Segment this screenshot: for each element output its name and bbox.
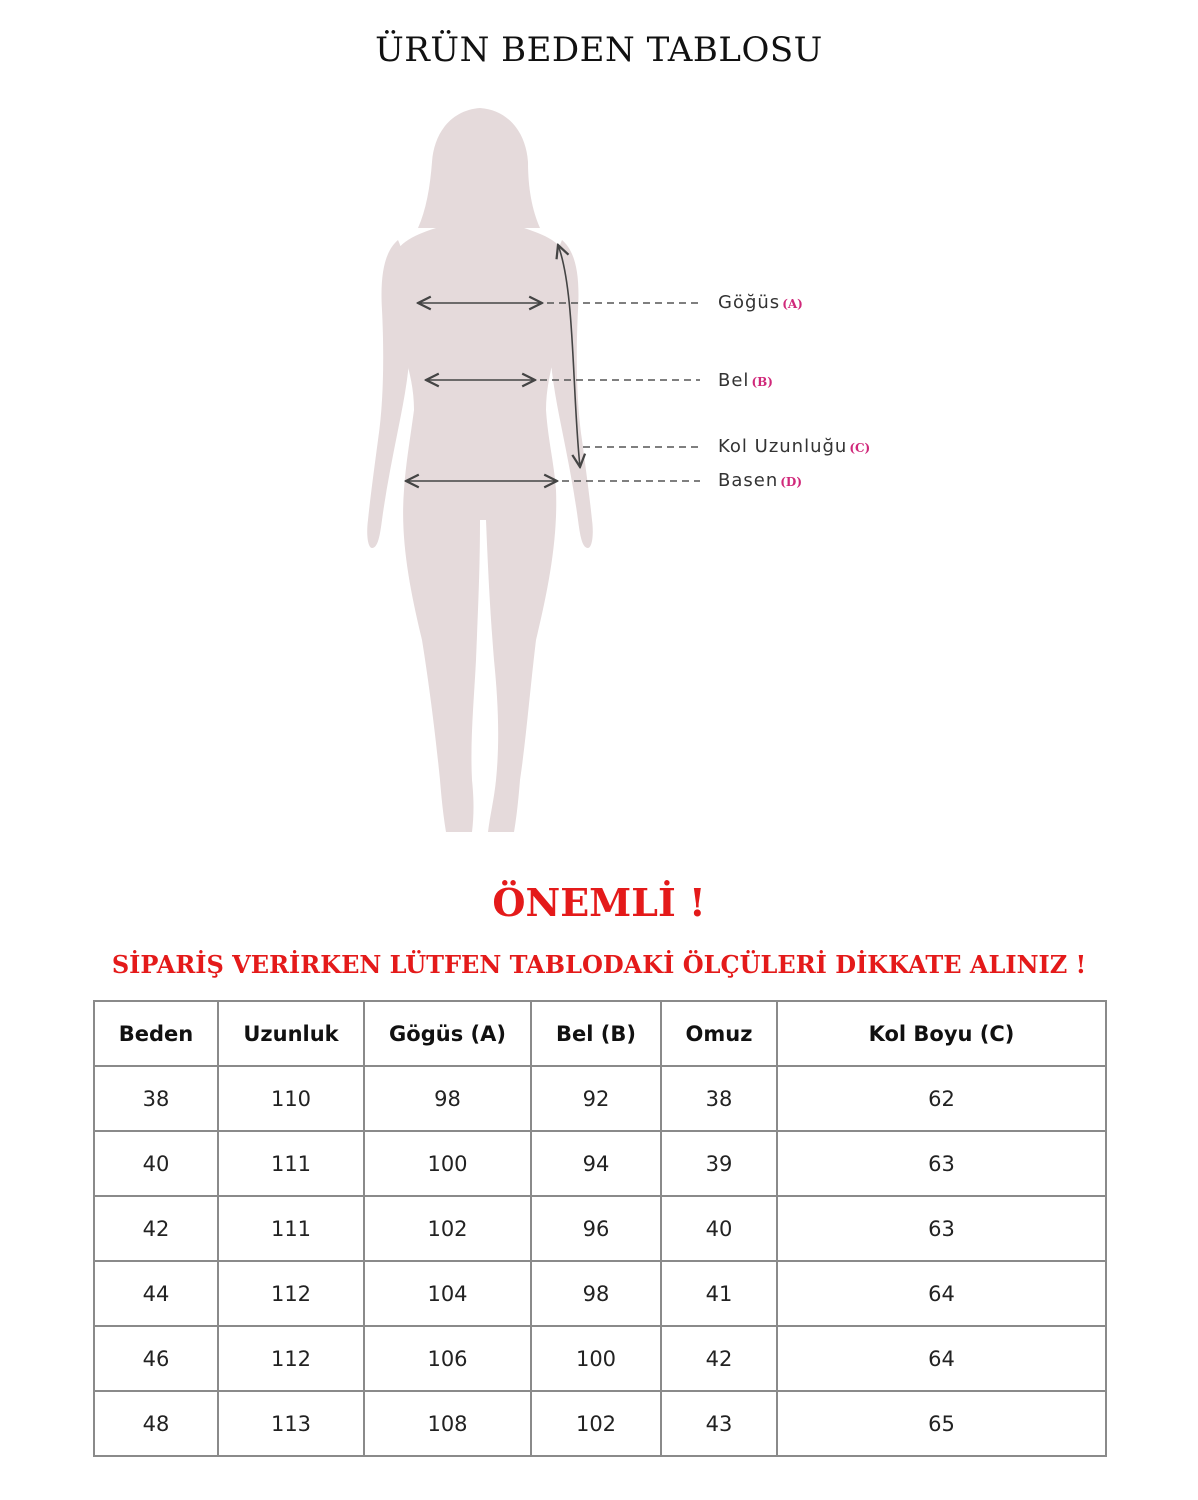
table-cell: 112 (218, 1326, 364, 1391)
notice-title: ÖNEMLİ ! (492, 880, 706, 925)
table-cell: 106 (364, 1326, 531, 1391)
table-cell: 96 (531, 1196, 661, 1261)
measurement-name: Göğüs (718, 292, 781, 313)
table-header: Kol Boyu (C) (777, 1001, 1106, 1066)
table-cell: 64 (777, 1326, 1106, 1391)
table-cell: 39 (661, 1131, 777, 1196)
table-cell: 100 (364, 1131, 531, 1196)
table-row (94, 1391, 1106, 1456)
table-cell: 63 (777, 1196, 1106, 1261)
table-cell: 92 (531, 1066, 661, 1131)
table-cell: 42 (661, 1326, 777, 1391)
table-header: Beden (94, 1001, 218, 1066)
table-cell: 48 (94, 1391, 218, 1456)
measurement-code: (B) (751, 375, 773, 389)
measurement-code: (C) (849, 441, 871, 455)
measurement-code: (D) (780, 475, 803, 489)
table-cell: 108 (364, 1391, 531, 1456)
table-cell: 98 (364, 1066, 531, 1131)
measurement-label-waist (718, 370, 773, 391)
table-cell: 42 (94, 1196, 218, 1261)
table-cell: 63 (777, 1131, 1106, 1196)
table-cell: 38 (661, 1066, 777, 1131)
table-header: Bel (B) (531, 1001, 661, 1066)
silhouette (367, 108, 593, 832)
table-header: Uzunluk (218, 1001, 364, 1066)
table-header: Omuz (661, 1001, 777, 1066)
measurement-label-hip (718, 470, 802, 491)
table-cell: 113 (218, 1391, 364, 1456)
table-cell: 62 (777, 1066, 1106, 1131)
table-row (94, 1326, 1106, 1391)
table-cell: 110 (218, 1066, 364, 1131)
table-cell: 102 (364, 1196, 531, 1261)
table-cell: 94 (531, 1131, 661, 1196)
table-row (94, 1066, 1106, 1131)
notice-text: SİPARİŞ VERİRKEN LÜTFEN TABLODAKİ ÖLÇÜLERİ DİKKATE ALINIZ ! (111, 950, 1087, 979)
table-cell: 104 (364, 1261, 531, 1326)
table-cell: 111 (218, 1196, 364, 1261)
page-title: ÜRÜN BEDEN TABLOSU (375, 30, 823, 70)
table-cell: 41 (661, 1261, 777, 1326)
table-cell: 38 (94, 1066, 218, 1131)
table-row (94, 1196, 1106, 1261)
measurement-label-chest (718, 292, 803, 313)
table-cell: 102 (531, 1391, 661, 1456)
table-cell: 64 (777, 1261, 1106, 1326)
measurement-code: (A) (782, 297, 803, 311)
table-cell: 44 (94, 1261, 218, 1326)
table-cell: 40 (661, 1196, 777, 1261)
measurement-name: Basen (718, 470, 779, 491)
table-cell: 98 (531, 1261, 661, 1326)
size-table (93, 1000, 1107, 1457)
table-cell: 65 (777, 1391, 1106, 1456)
table-cell: 100 (531, 1326, 661, 1391)
table-header-row (94, 1001, 1106, 1066)
table-row (94, 1261, 1106, 1326)
measurement-label-sleeve (718, 436, 870, 457)
table-header: Gögüs (A) (364, 1001, 531, 1066)
table-cell: 43 (661, 1391, 777, 1456)
table-cell: 112 (218, 1261, 364, 1326)
table-row (94, 1131, 1106, 1196)
table-cell: 111 (218, 1131, 364, 1196)
measurement-name: Kol Uzunluğu (718, 436, 848, 457)
table-cell: 46 (94, 1326, 218, 1391)
table-cell: 40 (94, 1131, 218, 1196)
measurement-name: Bel (718, 370, 750, 391)
body-silhouette-figure (0, 100, 1198, 840)
